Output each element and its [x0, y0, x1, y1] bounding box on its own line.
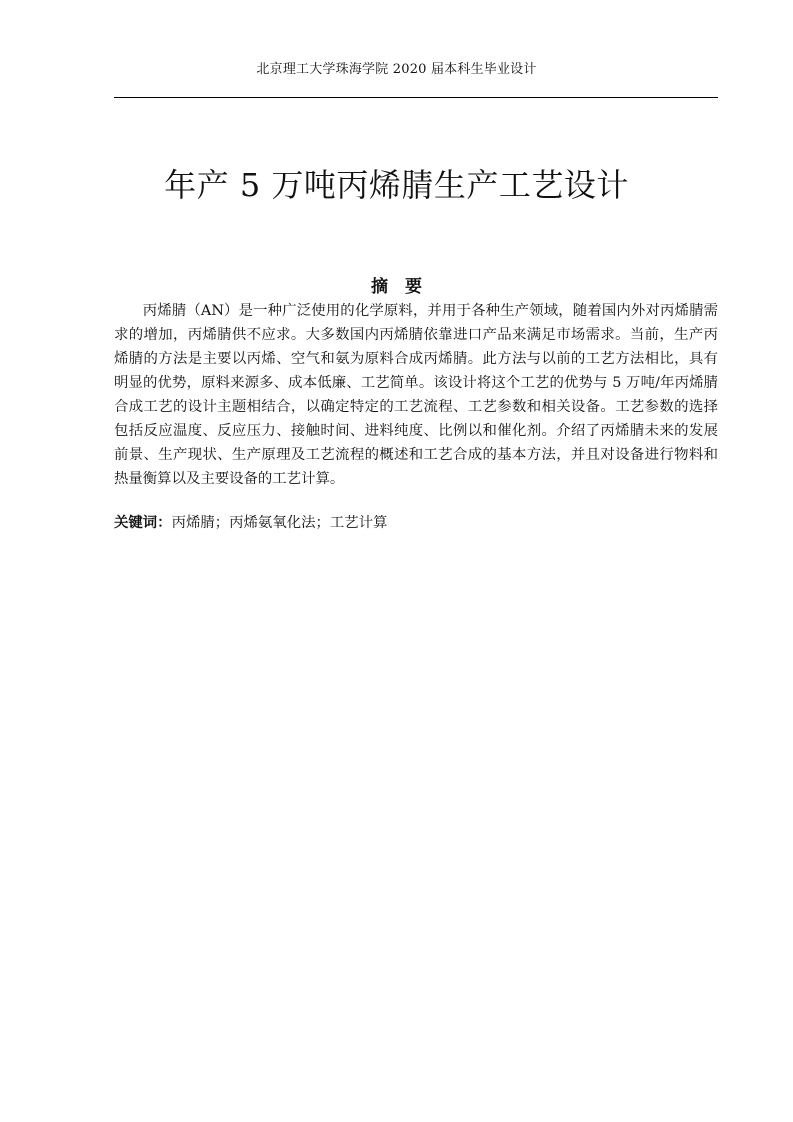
abstract-heading: 摘 要 [371, 277, 422, 297]
abstract-paragraph: 丙烯腈（AN）是一种广泛使用的化学原料，并用于各种生产领域，随着国内外对丙烯腈需求的增加，丙烯腈供不应求。大多数国内丙烯腈依靠进口产品来满足市场需求。当前，生产丙烯腈的方法是主要以丙烯、空气和氨为原料合成丙烯腈。此方法与以前的工艺方法相比，具有明显的优势，原料来源多、成本低廉、工艺简单。该设计将这个工艺的优势与 5 万吨/年丙烯腈合成工艺的设计主题相结合，以确定特定的工艺流程、工艺参数和相关设备。工艺参数的选择包括反应温度、反应压力、接触时间、进料纯度、比例以和催化剂。介绍了丙烯腈未来的发展前景、生产现状、生产原理及工艺流程的概述和工艺合成的基本方法，并且对设备进行物料和热量衡算以及主要设备的工艺计算。 [114, 303, 718, 487]
keywords-line [114, 511, 718, 535]
keywords-text: 丙烯腈；丙烯氨氧化法；工艺计算 [171, 515, 388, 531]
header-divider [114, 97, 718, 98]
keywords-label: 关键词： [114, 514, 172, 531]
document-title: 年产 5 万吨丙烯腈生产工艺设计 [164, 166, 629, 204]
running-header: 北京理工大学珠海学院 2020 届本科生毕业设计 [256, 62, 537, 77]
